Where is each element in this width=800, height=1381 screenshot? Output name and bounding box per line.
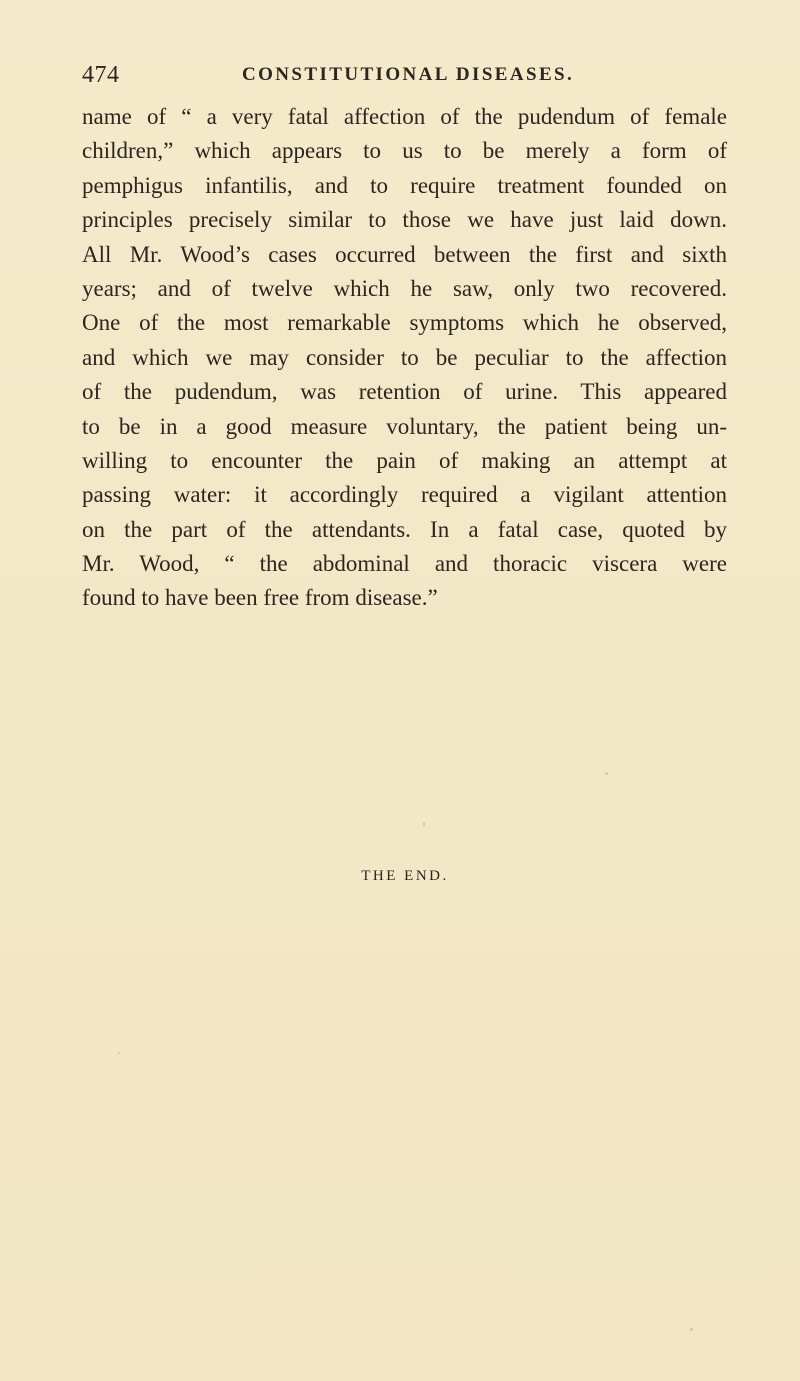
text-line: Mr. Wood, “ the abdominal and thoracic viscera were [82, 551, 727, 577]
text-line: pemphigus infantilis, and to require treatment founded on [82, 172, 727, 198]
text-line: of the pudendum, was retention of urine. This appeared [82, 379, 727, 405]
text-line: years; and of twelve which he saw, only two recovered. [82, 275, 727, 301]
page-header [82, 60, 727, 90]
paper-speck [423, 822, 425, 827]
text-line: on the part of the attendants. In a fatal case, quoted by [82, 516, 727, 542]
text-line: and which we may consider to be peculiar to the affection [82, 344, 727, 370]
paper-speck [690, 1328, 693, 1331]
page-number: 474 [82, 62, 120, 88]
paper-speck [605, 772, 608, 775]
text-line: found to have been free from disease.” [82, 585, 438, 611]
the-end-label: THE END. [361, 868, 449, 884]
text-line: One of the most remarkable symptoms which he observed, [82, 310, 727, 336]
text-line: principles precisely similar to those we have just laid down. [82, 207, 727, 233]
body-paragraph [82, 100, 727, 616]
text-line: children,” which appears to us to be merely a form of [82, 138, 727, 164]
text-line: All Mr. Wood’s cases occurred between the first and sixth [82, 241, 727, 267]
paper-speck [118, 1052, 120, 1054]
text-line: passing water: it accordingly required a vigilant attention [82, 482, 727, 508]
text-line: to be in a good measure voluntary, the patient being un- [82, 413, 727, 439]
running-title: CONSTITUTIONAL DISEASES. [242, 64, 575, 85]
text-line: willing to encounter the pain of making an attempt at [82, 447, 727, 473]
text-line: name of “ a very fatal affection of the pudendum of female [82, 104, 727, 129]
